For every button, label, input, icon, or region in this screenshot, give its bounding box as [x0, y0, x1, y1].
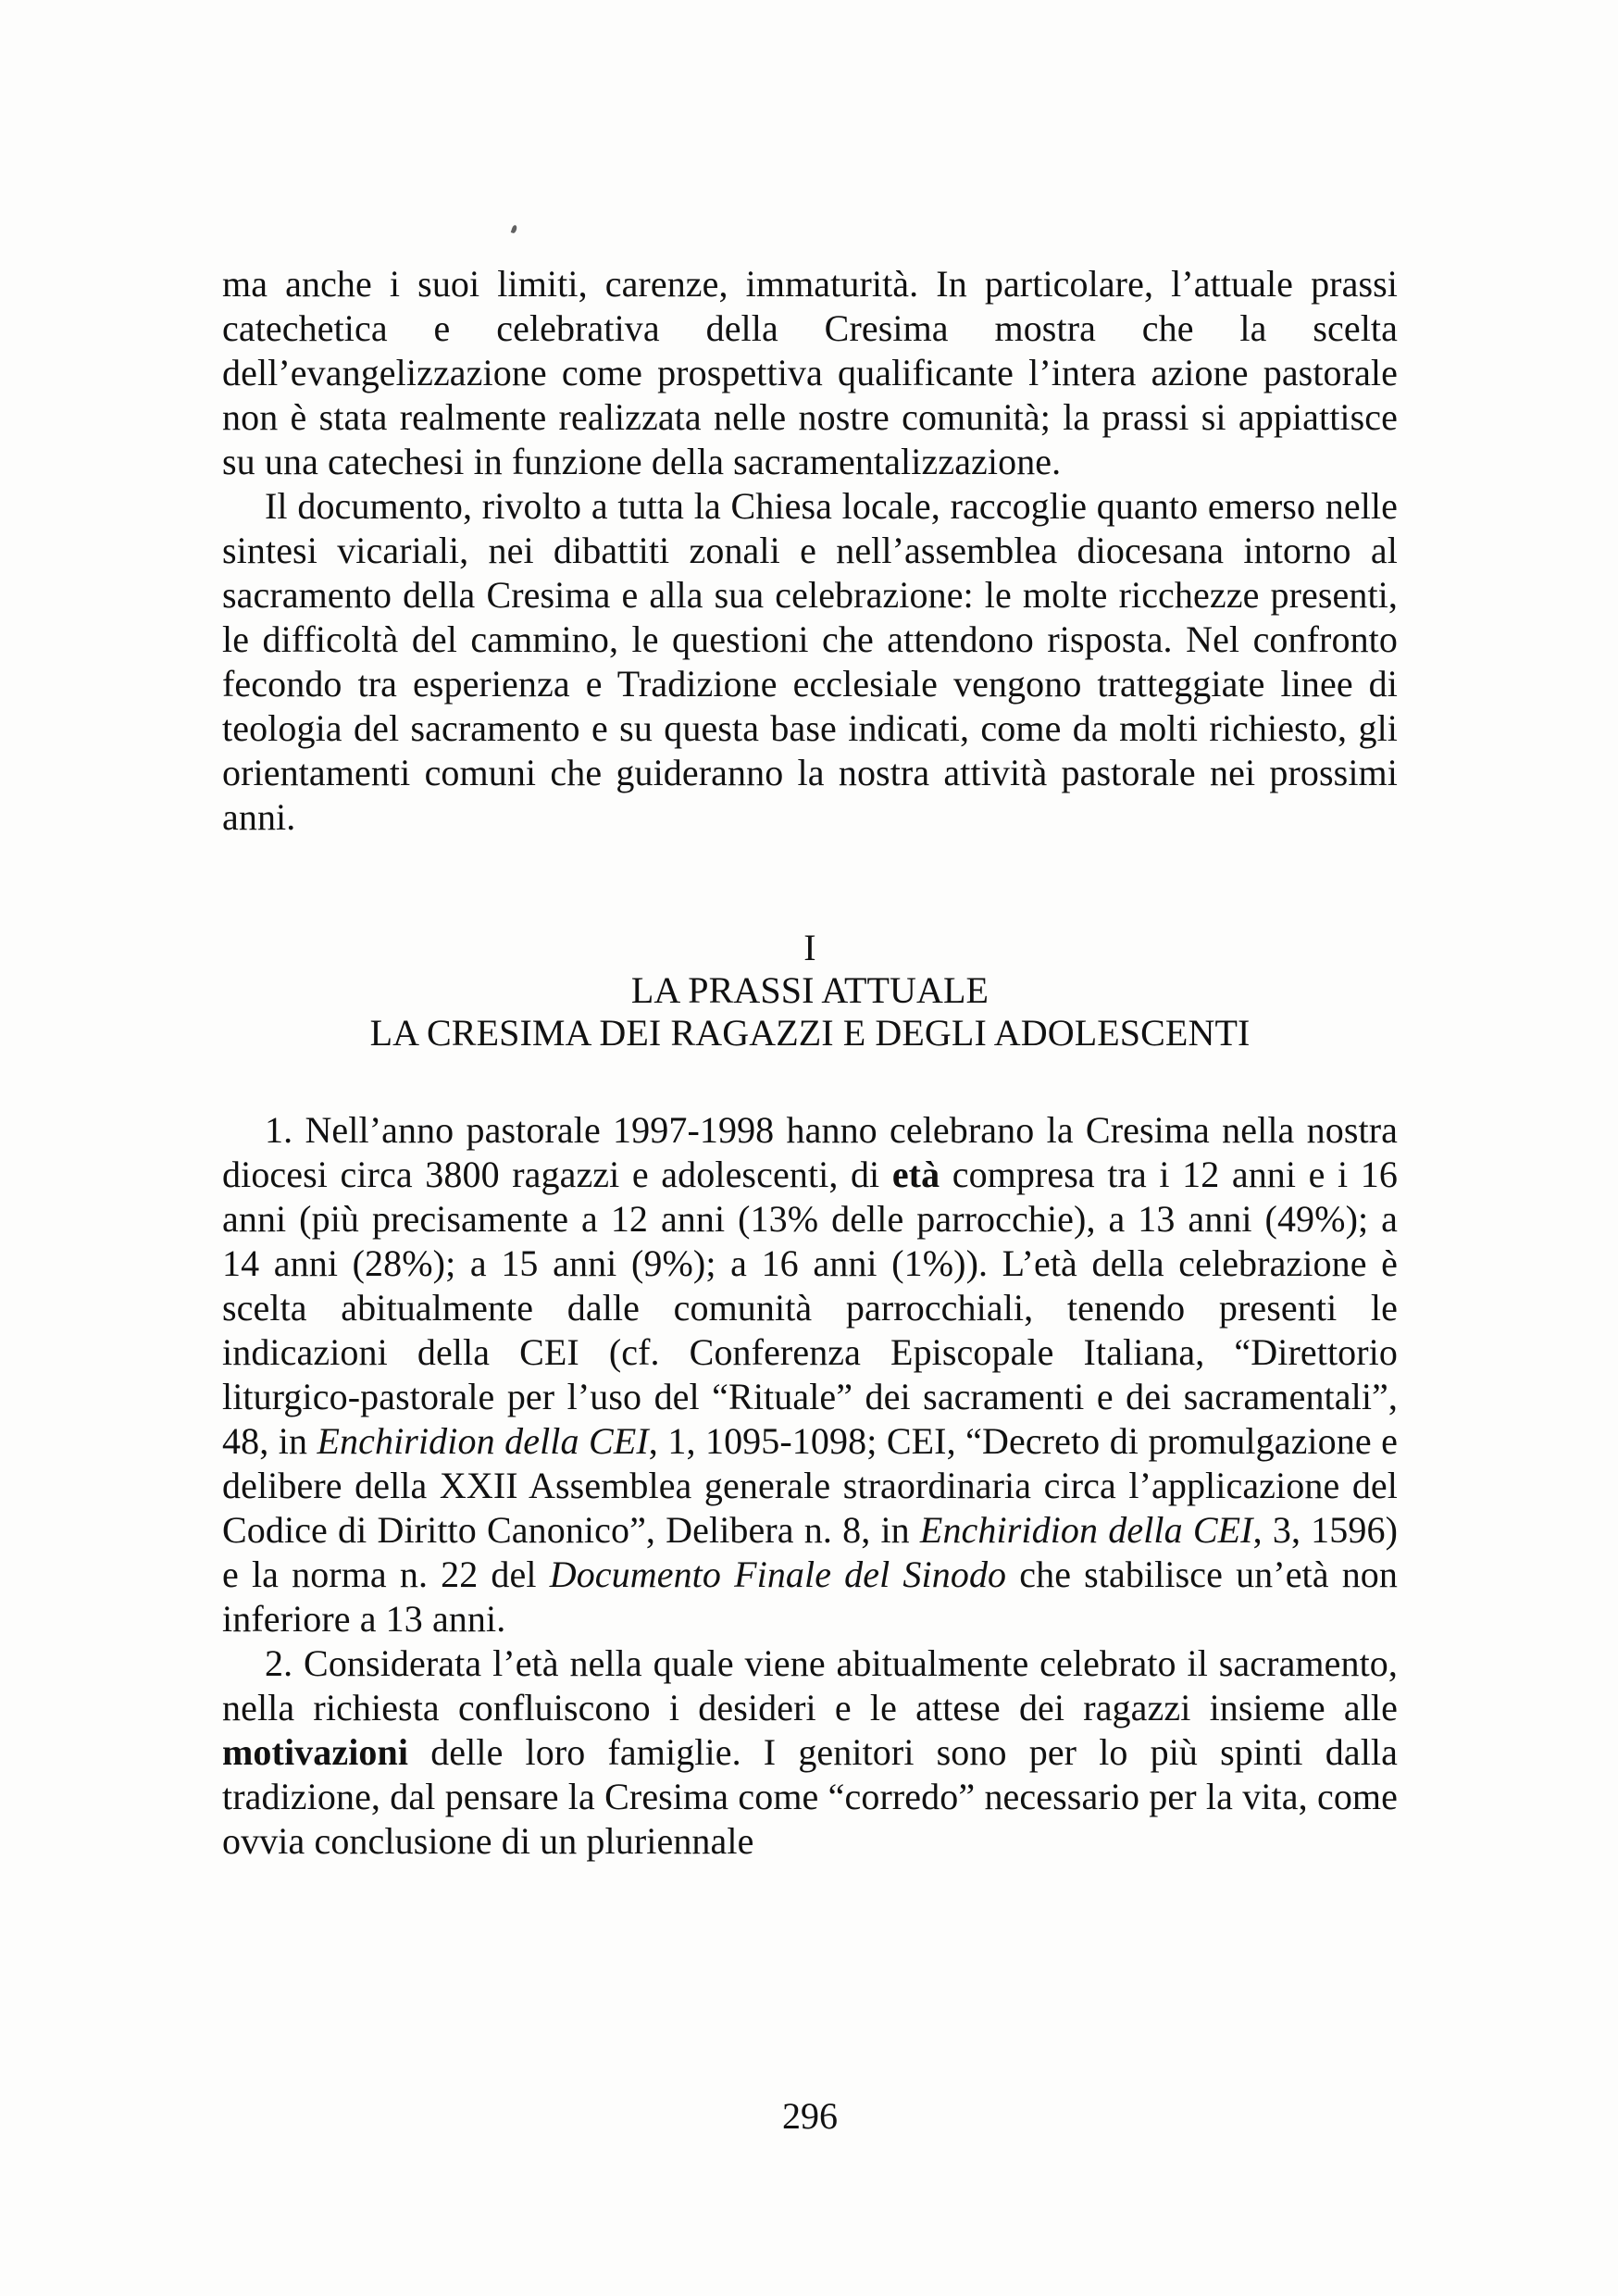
section-number: I: [803, 927, 816, 968]
page-number: 296: [782, 2095, 838, 2137]
section-title: LA PRASSI ATTUALE: [630, 969, 989, 1011]
section-heading: [222, 927, 1398, 1054]
scan-artifact: [511, 224, 518, 233]
text-block: [222, 262, 1398, 1864]
paragraph-numbered-2: 2. Considerata l’età nella quale viene abitualmente celebrato il sacramento, nella richiesta confluiscono i desideri e le attese dei ragazzi insieme alle motivazioni delle loro famiglie. I genitori sono per lo più spinti dalla tradizione, dal pensare la Cresima come “corredo” necessario per la vita, come ovvia conclusione di un pluriennale: [222, 1642, 1398, 1862]
paragraph-continuation: ma anche i suoi limiti, carenze, immaturità. In particolare, l’attuale prassi catechetica e celebrativa della Cresima mostra che la scelta dell’evangelizzazione come prospettiva qualificante l’intera azione pastorale non è stata realmente realizzata nelle nostre comunità; la prassi si appiattisce su una catechesi in funzione della sacramentalizzazione.: [222, 263, 1398, 482]
paragraph-document-intro: Il documento, rivolto a tutta la Chiesa locale, raccoglie quanto emerso nelle sintesi vicariali, nei dibattiti zonali e nell’assemblea diocesana intorno al sacramento della Cresima e alla sua celebrazione: le molte ricchezze presenti, le difficoltà del cammino, le questioni che attendono risposta. Nel confronto fecondo tra esperienza e Tradizione ecclesiale vengono tratteggiate linee di teologia del sacramento e su questa base indicati, come da molti richiesto, gli orientamenti comuni che guideranno la nostra attività pastorale nei prossimi anni.: [222, 485, 1398, 838]
section-subtitle: LA CRESIMA DEI RAGAZZI E DEGLI ADOLESCENTI: [369, 1012, 1251, 1054]
paragraph-numbered-1: 1. Nell’anno pastorale 1997-1998 hanno celebrano la Cresima nella nostra diocesi circa 3800 ragazzi e adolescenti, di età compresa tra i 12 anni e i 16 anni (più precisamente a 12 anni (13% delle parrocchie), a 13 anni (49%); a 14 anni (28%); a 15 anni (9%); a 16 anni (1%)). L’età della celebrazione è scelta abitualmente dalle comunità parrocchiali, tenendo presenti le indicazioni della CEI (cf. Conferenza Episcopale Italiana, “Direttorio liturgico-pastorale per l’uso del “Rituale” dei sacramenti e dei sacramentali”, 48, in Enchiridion della CEI, 1, 1095-1098; CEI, “Decreto di promulgazione e delibere della XXII Assemblea generale straordinaria circa l’applicazione del Codice di Diritto Canonico”, Delibera n. 8, in Enchiridion della CEI, 3, 1596) e la norma n. 22 del Documento Finale del Sinodo che stabilisce un’età non inferiore a 13 anni.: [222, 1109, 1399, 1640]
